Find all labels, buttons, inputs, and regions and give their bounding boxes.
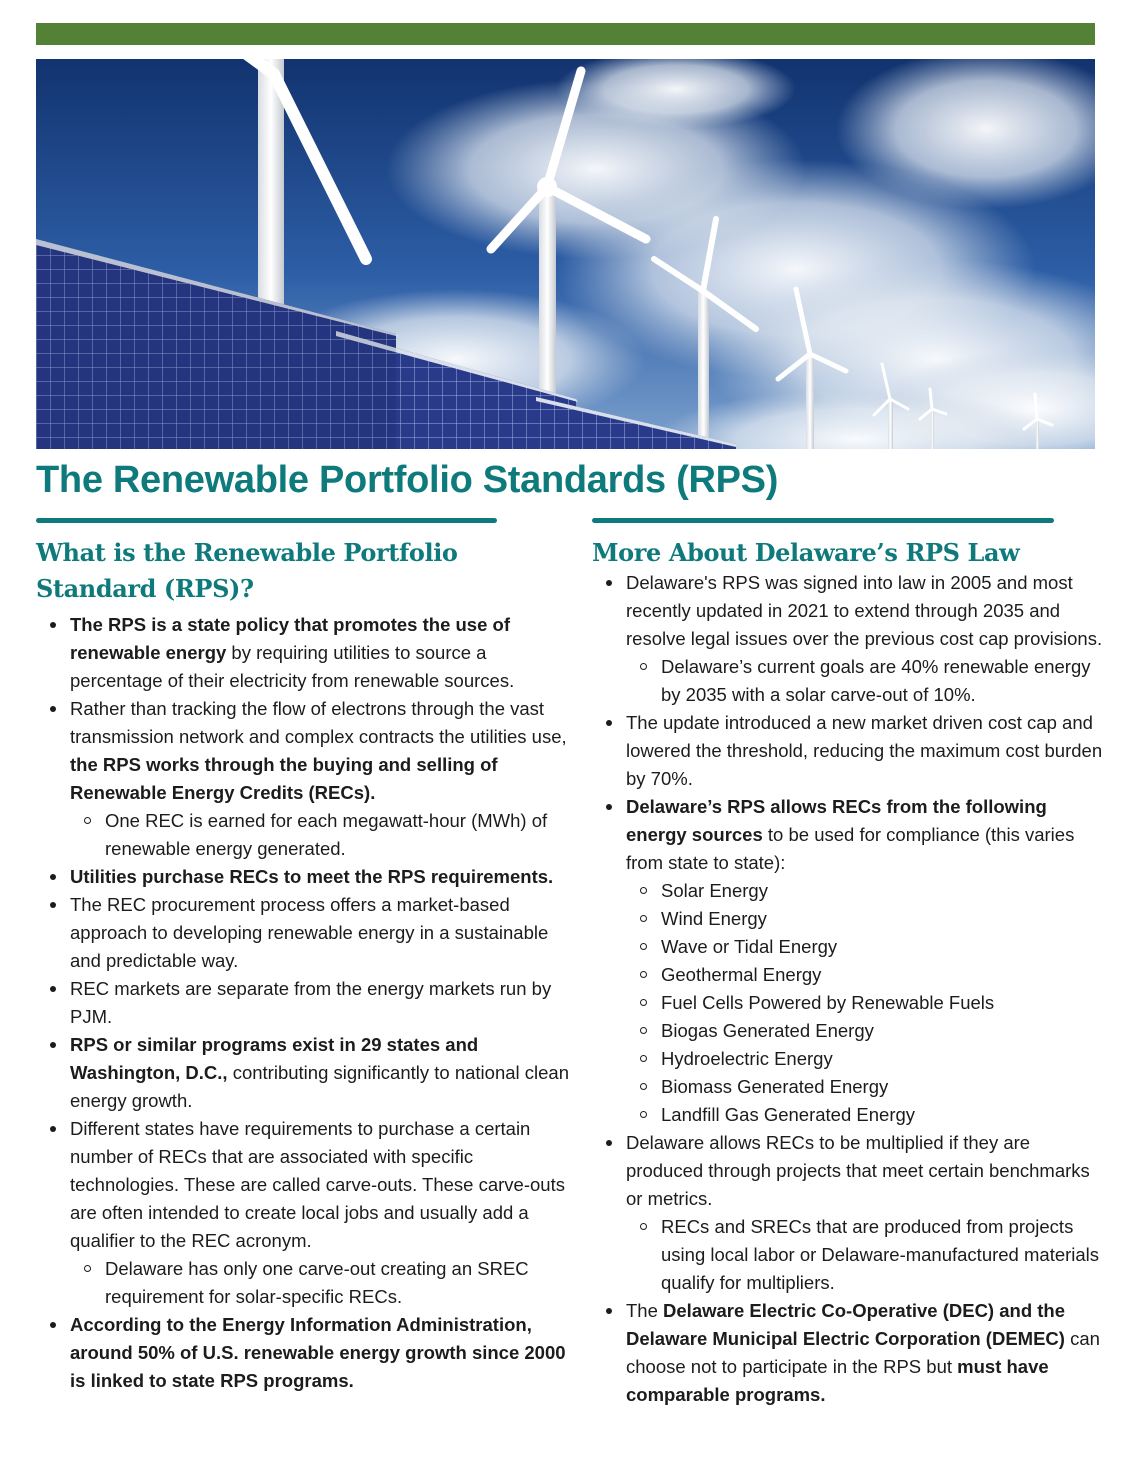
list-item xyxy=(592,1129,1104,1297)
section-heading-what-is-rps xyxy=(36,535,576,607)
left-column xyxy=(36,518,576,1395)
item-text: Rather than tracking the flow of electrons through the vast transmission network and complex contracts the utilities use, xyxy=(70,698,567,747)
energy-source-item: Biogas Generated Energy xyxy=(626,1017,1104,1045)
item-text: The xyxy=(626,1300,664,1321)
bold-text: The RPS is a state policy that promotes the use of renewable energy xyxy=(70,614,510,663)
energy-source-item: Fuel Cells Powered by Renewable Fuels xyxy=(626,989,1104,1017)
energy-source-item: Wind Energy xyxy=(626,905,1104,933)
list-item xyxy=(36,863,576,891)
item-text: to be used for compliance (this varies from state to state): xyxy=(626,824,1075,873)
list-item: REC markets are separate from the energy markets run by PJM. xyxy=(36,975,576,1031)
sub-list xyxy=(626,653,1104,709)
sub-list xyxy=(626,1213,1104,1297)
list-item xyxy=(36,695,576,863)
bold-text: According to the Energy Information Administration, around 50% of U.S. renewable energy growth since 2000 is linked to state RPS programs. xyxy=(70,1314,566,1391)
bullet-list xyxy=(592,569,1104,1409)
heading-line: Standard (RPS)? xyxy=(36,574,254,603)
bold-text: RPS or similar programs exist in 29 states and Washington, D.C., xyxy=(70,1034,479,1083)
bold-text: Delaware’s RPS allows RECs from the following energy sources xyxy=(626,796,1047,845)
item-text: by requiring utilities to source a percentage of their electricity from renewable sources. xyxy=(70,642,515,691)
item-text: Different states have requirements to purchase a certain number of RECs that are associated with specific technologies. These are called carve-outs. These carve-outs are often intended to create local jobs and usually add a qualifier to the REC acronym. xyxy=(70,1118,565,1251)
section-divider xyxy=(36,518,497,523)
list-item xyxy=(36,611,576,695)
list-item xyxy=(36,1311,576,1395)
sub-list-item: Delaware has only one carve-out creating an SREC requirement for solar-specific RECs. xyxy=(70,1255,576,1311)
sub-list xyxy=(70,807,576,863)
top-accent-bar xyxy=(36,23,1095,45)
energy-source-item: Biomass Generated Energy xyxy=(626,1073,1104,1101)
energy-source-item: Landfill Gas Generated Energy xyxy=(626,1101,1104,1129)
list-item xyxy=(36,1031,576,1115)
right-column xyxy=(592,518,1104,1409)
heading-line: What is the Renewable Portfolio xyxy=(36,538,458,567)
bold-text: Utilities purchase RECs to meet the RPS requirements. xyxy=(70,866,554,887)
hero-image xyxy=(36,59,1095,449)
sub-list-item: Delaware’s current goals are 40% renewable energy by 2035 with a solar carve-out of 10%. xyxy=(626,653,1104,709)
sub-list-item: RECs and SRECs that are produced from projects using local labor or Delaware-manufactured materials qualify for multipliers. xyxy=(626,1213,1104,1297)
energy-source-item: Solar Energy xyxy=(626,877,1104,905)
list-item xyxy=(592,1297,1104,1409)
list-item: The update introduced a new market driven cost cap and lowered the threshold, reducing the maximum cost burden by 70%. xyxy=(592,709,1104,793)
item-text: Delaware's RPS was signed into law in 2005 and most recently updated in 2021 to extend through 2035 and resolve legal issues over the previous cost cap provisions. xyxy=(626,572,1103,649)
section-divider xyxy=(592,518,1054,523)
sub-list-item: One REC is earned for each megawatt-hour (MWh) of renewable energy generated. xyxy=(70,807,576,863)
list-item xyxy=(36,1115,576,1311)
list-item xyxy=(592,569,1104,709)
list-item: The REC procurement process offers a market-based approach to developing renewable energy in a sustainable and predictable way. xyxy=(36,891,576,975)
energy-source-item: Wave or Tidal Energy xyxy=(626,933,1104,961)
energy-sources-list xyxy=(626,877,1104,1129)
item-text: can choose not to participate in the RPS but xyxy=(626,1328,1100,1377)
section-heading-delaware-rps-law: More About Delaware’s RPS Law xyxy=(592,538,1020,567)
bullet-list xyxy=(36,611,576,1395)
bold-text: the RPS works through the buying and selling of Renewable Energy Credits (RECs). xyxy=(70,754,498,803)
item-text: Delaware allows RECs to be multiplied if they are produced through projects that meet certain benchmarks or metrics. xyxy=(626,1132,1090,1209)
energy-source-item: Hydroelectric Energy xyxy=(626,1045,1104,1073)
energy-source-item: Geothermal Energy xyxy=(626,961,1104,989)
sub-list xyxy=(70,1255,576,1311)
list-item xyxy=(592,793,1104,1129)
item-text: contributing significantly to national clean energy growth. xyxy=(70,1062,570,1111)
bold-text: Delaware Electric Co-Operative (DEC) and the Delaware Municipal Electric Corporation (DEMEC) xyxy=(626,1300,1066,1349)
bold-text: must have comparable programs. xyxy=(626,1356,1049,1405)
page-title: The Renewable Portfolio Standards (RPS) xyxy=(36,459,779,501)
